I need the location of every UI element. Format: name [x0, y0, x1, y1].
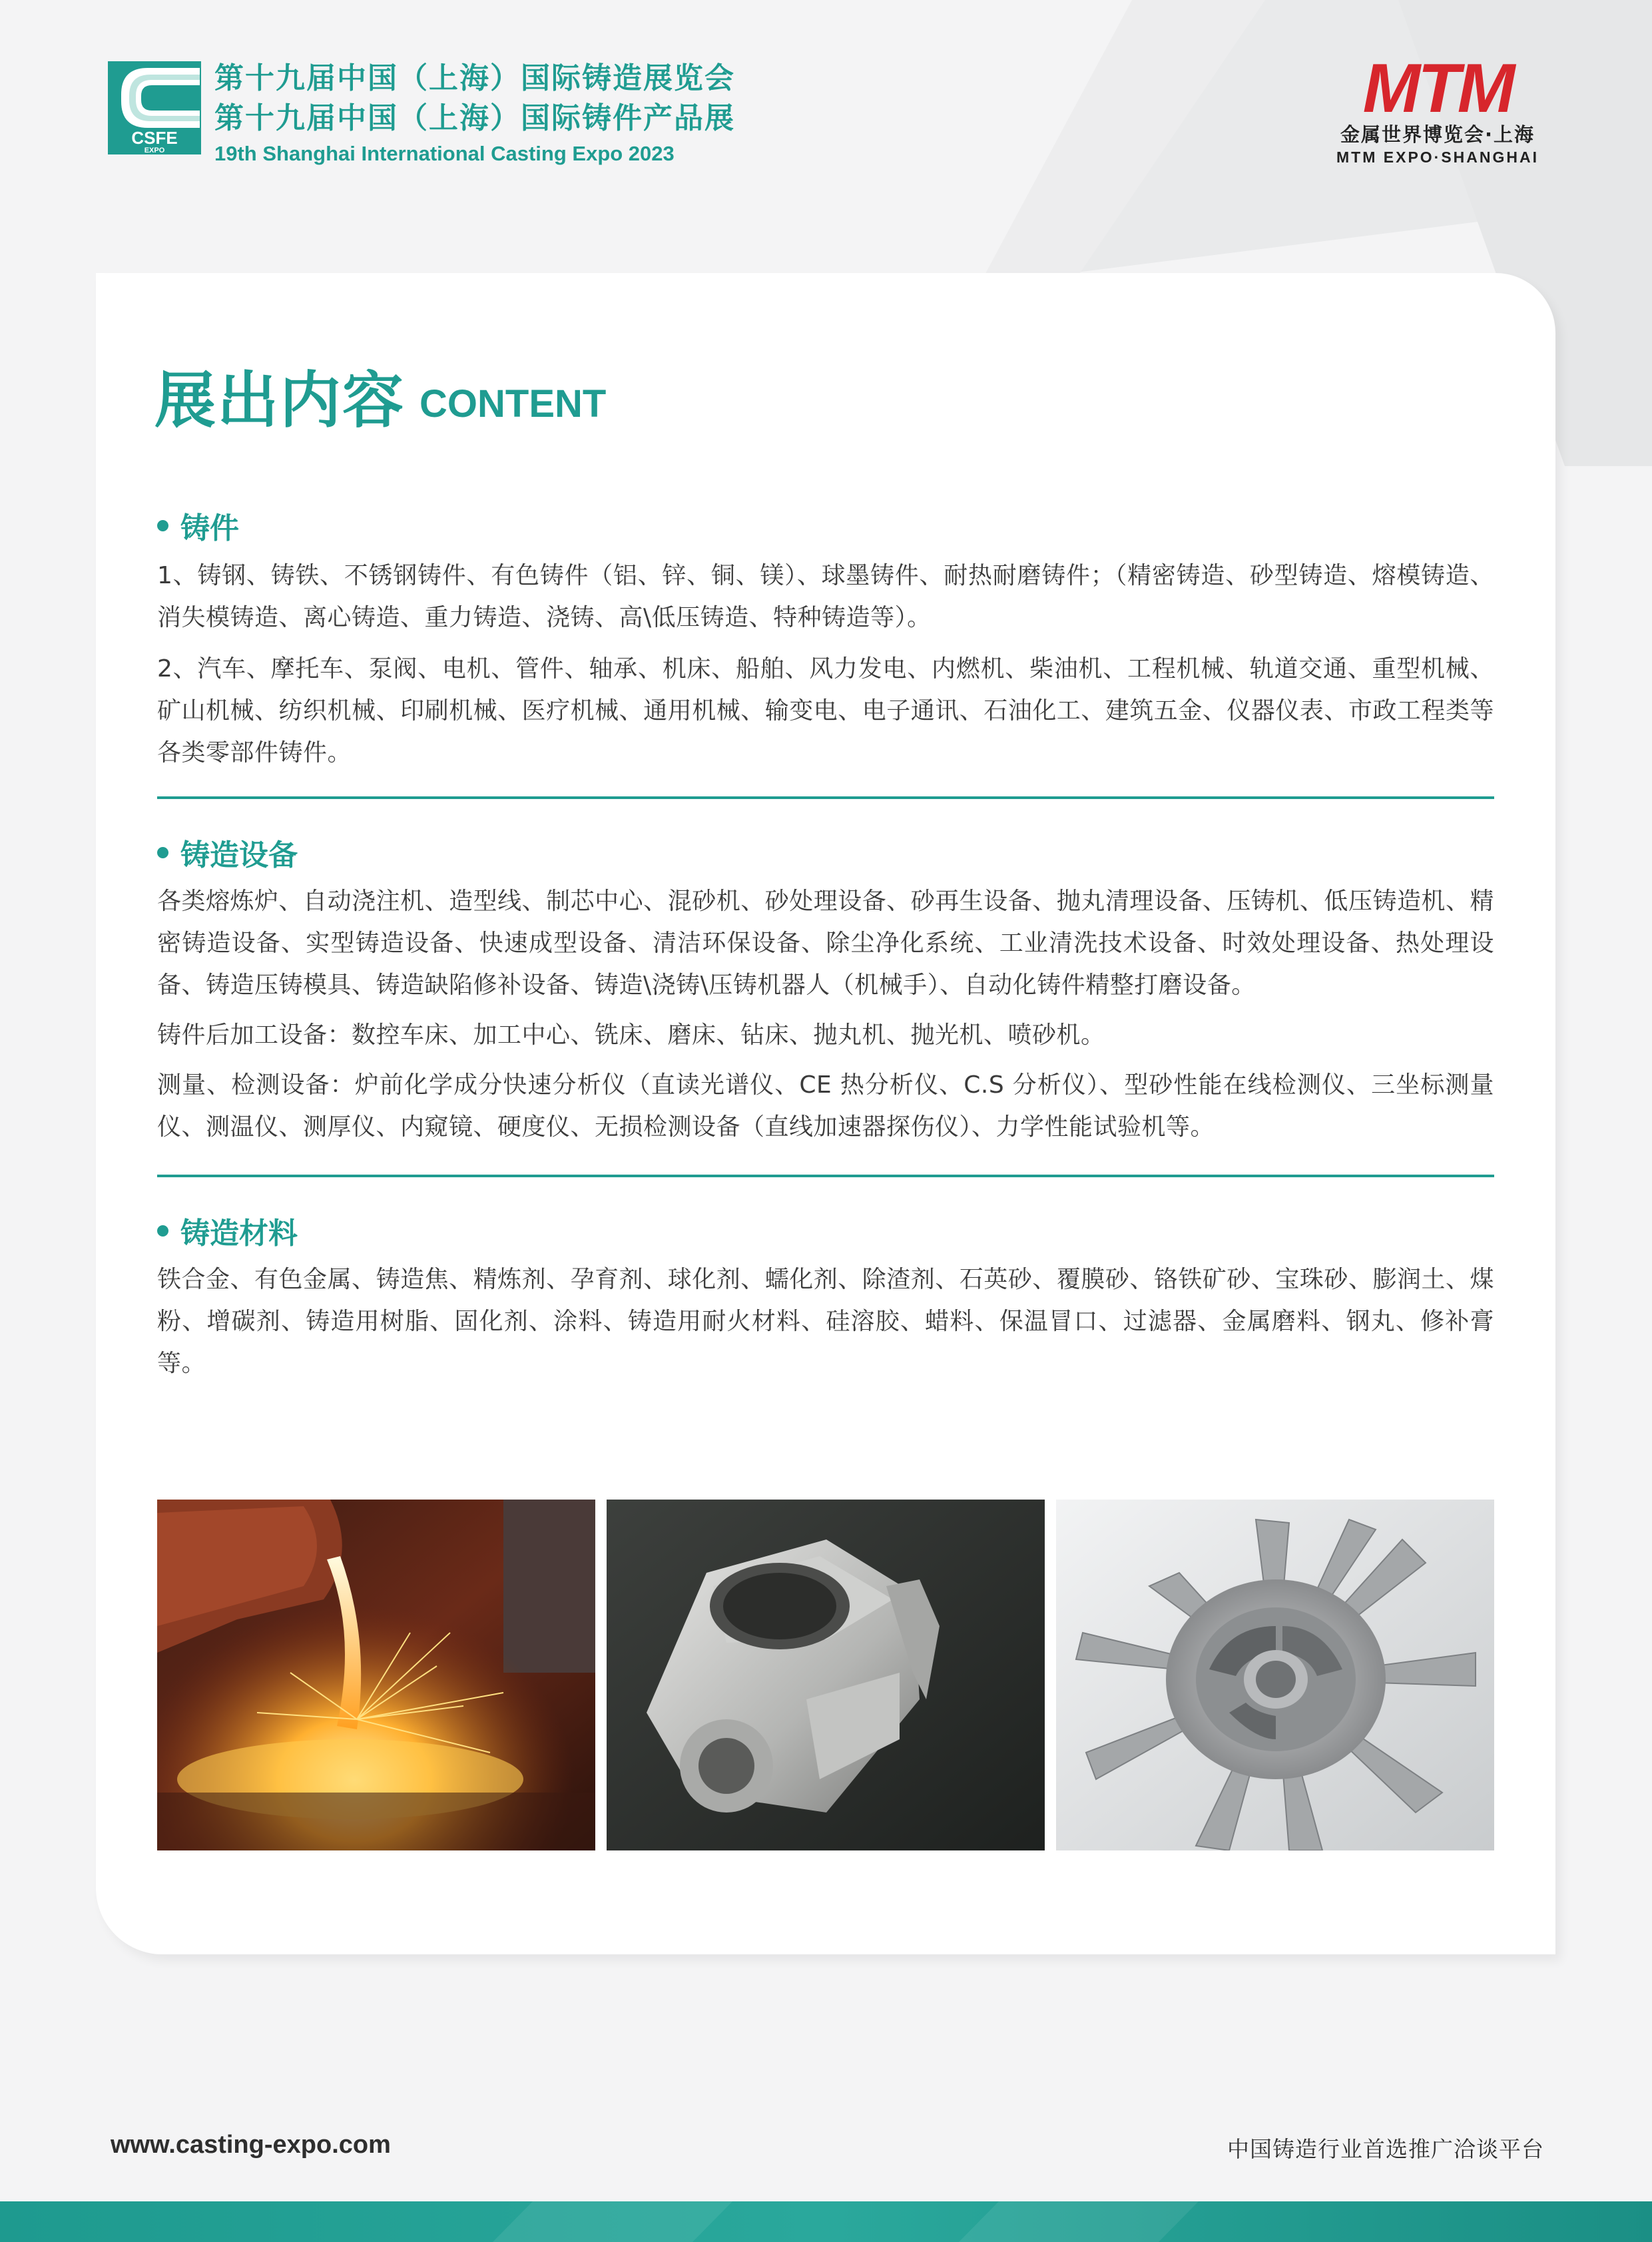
footer-website-link[interactable]: www.casting-expo.com: [111, 2131, 391, 2159]
photo-impeller: [1056, 1500, 1494, 1850]
photo-molten-metal-pouring: [157, 1500, 595, 1850]
section-heading-text: 铸件: [180, 511, 239, 545]
content-body: [154, 365, 1494, 1384]
page-title-cn: 展出内容: [154, 365, 406, 436]
mtm-cn-text: 金属世界博览会·上海: [1340, 123, 1535, 146]
footer-slogan: 中国铸造行业首选推广洽谈平台: [1227, 2136, 1544, 2162]
header-title-en: 19th Shanghai International Casting Expo 2023: [214, 142, 675, 165]
bullet-dot-icon: [157, 847, 168, 858]
photo-strip: [157, 1500, 1494, 1850]
page-title-en: CONTENT: [419, 382, 607, 425]
csfe-logo: [108, 61, 201, 154]
section-castings: [157, 505, 1494, 774]
section-paragraph: 铸件后加工设备：数控车床、加工中心、铣床、磨床、钻床、抛丸机、抛光机、喷砂机。: [157, 1021, 1105, 1049]
photo-aluminum-casting: [607, 1500, 1045, 1850]
mtm-en-text: MTM EXPO·SHANGHAI: [1336, 148, 1539, 166]
bullet-dot-icon: [157, 1225, 168, 1237]
header-titles: [214, 59, 735, 168]
section-equipment: [157, 832, 1494, 1148]
mtm-logo-text: MTM: [1362, 61, 1513, 116]
section-paragraph: 各类熔炼炉、自动浇注机、造型线、制芯中心、混砂机、砂处理设备、砂再生设备、抛丸清理设备、压铸机、低压铸造机、精密铸造设备、实型铸造设备、快速成型设备、清洁环保设备、除尘净化系统、工业清洗技术设备、时效处理设备、热处理设备、铸造压铸模具、铸造缺陷修补设备、铸造\浇铸\压铸机器人（机械手）、自动化铸件精整打磨设备。: [157, 888, 1494, 999]
section-heading: [157, 1211, 1494, 1251]
section-divider: [157, 796, 1494, 799]
csfe-logo-text: CSFE: [131, 128, 178, 148]
footer-bar: [0, 2201, 1652, 2242]
section-paragraph: 铁合金、有色金属、铸造焦、精炼剂、孕育剂、球化剂、蠕化剂、除渣剂、石英砂、覆膜砂、铬铁矿砂、宝珠砂、膨润土、煤粉、增碳剂、铸造用树脂、固化剂、涂料、铸造用耐火材料、硅溶胶、蜡料、保温冒口、过滤器、金属磨料、钢丸、修补膏等。: [157, 1266, 1494, 1377]
section-heading-text: 铸造材料: [180, 1217, 298, 1251]
section-divider: [157, 1175, 1494, 1177]
section-heading: [157, 505, 1494, 545]
section-paragraph: 1、铸钢、铸铁、不锈钢铸件、有色铸件（铝、锌、铜、镁）、球墨铸件、耐热耐磨铸件；（精密铸造、砂型铸造、熔模铸造、消失模铸造、离心铸造、重力铸造、浇铸、高\低压铸造、特种铸造等）。: [157, 562, 1494, 631]
page-title: [154, 366, 1494, 435]
content-card: [96, 273, 1555, 1954]
section-paragraph: 测量、检测设备：炉前化学成分快速分析仪（直读光谱仪、CE 热分析仪、C.S 分析仪）、型砂性能在线检测仪、三坐标测量仪、测温仪、测厚仪、内窥镜、硬度仪、无损检测设备（直线加速器探伤仪）、力学性能试验机等。: [157, 1071, 1494, 1141]
section-paragraph: 2、汽车、摩托车、泵阀、电机、管件、轴承、机床、船舶、风力发电、内燃机、柴油机、工程机械、轨道交通、重型机械、矿山机械、纺织机械、印刷机械、医疗机械、通用机械、输变电、电子通讯、石油化工、建筑五金、仪器仪表、市政工程类等各类零部件铸件。: [157, 655, 1494, 766]
section-heading: [157, 832, 1494, 872]
header-title-line1: 第十九届中国（上海）国际铸造展览会: [214, 61, 735, 95]
bullet-dot-icon: [157, 520, 168, 531]
mtm-logo: [1331, 61, 1544, 166]
csfe-logo-subtext: EXPO: [144, 146, 165, 154]
header-title-line2: 第十九届中国（上海）国际铸件产品展: [214, 101, 735, 135]
section-heading-text: 铸造设备: [180, 838, 298, 872]
section-materials: [157, 1211, 1494, 1384]
